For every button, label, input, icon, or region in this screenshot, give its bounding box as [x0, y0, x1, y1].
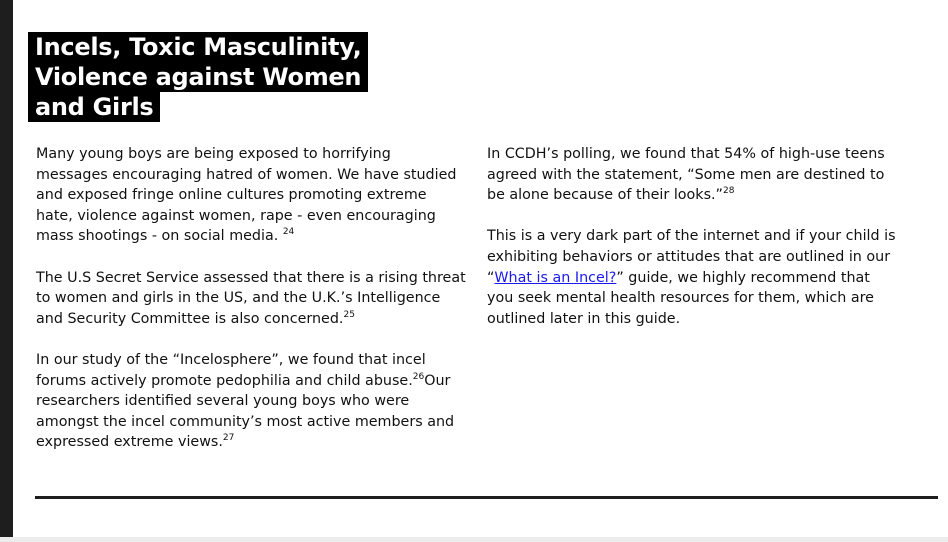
- what-is-an-incel-link[interactable]: What is an Incel?: [494, 269, 617, 286]
- paragraph-text: This is a very dark part of the internet and if your child is exhibiting behaviors or attitudes that are outlined in our “: [487, 228, 896, 286]
- right-column: [487, 144, 897, 350]
- title-line-1: Incels, Toxic Masculinity,: [28, 32, 368, 62]
- paragraph-secret-service: [36, 268, 466, 330]
- left-edge-bar: [0, 0, 13, 537]
- paragraph-incelosphere: [36, 350, 466, 453]
- footnote-ref: 28: [722, 186, 735, 197]
- footnote-ref: 27: [222, 433, 235, 444]
- paragraph-text: Our researchers identified several young boys who were amongst the incel community’s most active members and expressed extreme views.: [36, 372, 455, 451]
- paragraph-text: Many young boys are being exposed to horrifying messages encouraging hatred of women. We have studied and exposed fringe online cultures promoting extreme hate, violence against women, rape - even encouraging mass shootings - on social media.: [36, 146, 457, 245]
- paragraph-polling: [487, 144, 897, 206]
- paragraph-exposure: [36, 144, 466, 247]
- paragraph-text: ” guide, we highly recommend that you seek mental health resources for them, which are outlined later in this guide.: [487, 269, 874, 327]
- page-title: [28, 32, 368, 122]
- footnote-ref: 26: [412, 371, 425, 382]
- left-column: [36, 144, 466, 474]
- paragraph-text: In our study of the “Incelosphere”, we found that incel forums actively promote pedophilia and child abuse.: [36, 351, 426, 389]
- footnote-ref: 24: [282, 227, 295, 238]
- title-line-2: Violence against Women: [28, 62, 368, 92]
- paragraph-dark-internet: [487, 226, 897, 329]
- paragraph-text: In CCDH’s polling, we found that 54% of high-use teens agreed with the statement, “Some men are destined to be alone because of their looks.”: [487, 146, 885, 204]
- paragraph-text: The U.S Secret Service assessed that there is a rising threat to women and girls in the US, and the U.K.’s Intelligence and Security Committee is also concerned.: [36, 269, 466, 327]
- title-line-3: and Girls: [28, 92, 160, 122]
- bottom-divider: [35, 496, 938, 499]
- footnote-ref: 25: [343, 309, 355, 320]
